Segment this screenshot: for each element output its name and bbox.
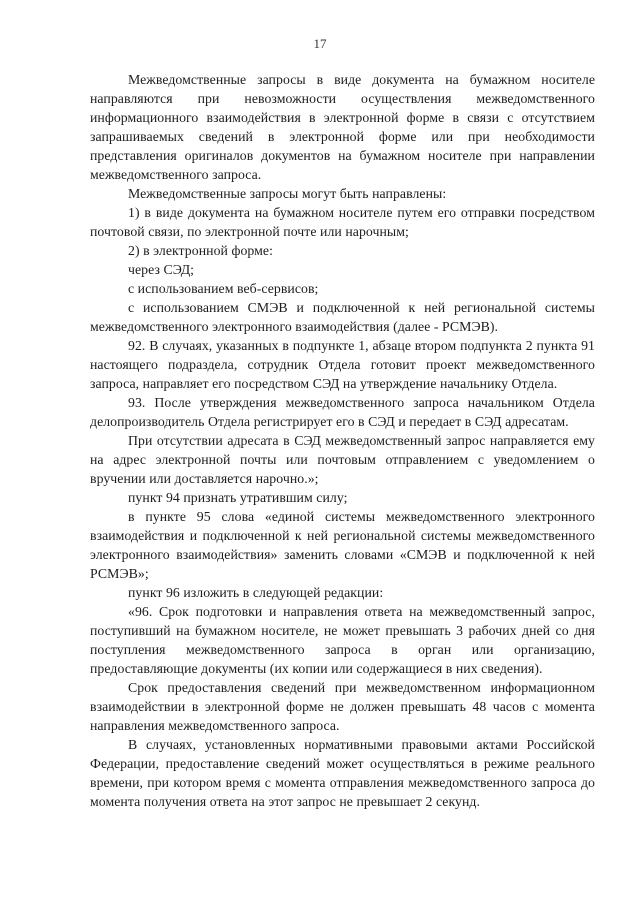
paragraph-method-electronic: 2) в электронной форме: xyxy=(128,243,273,258)
paragraph-electronic-deadline: Срок предоставления сведений при межведомственном информационном взаимодействии в электронной форме не должен превышать 48 часов с момента направления межведомственного запроса. xyxy=(90,680,595,733)
document-body xyxy=(90,70,595,811)
paragraph-item-92: 92. В случаях, указанных в подпункте 1, абзаце втором подпункта 2 пункта 91 настоящего подраздела, сотрудник Отдела готовит проект межведомственного запроса, направляет его посредством СЭД на утверждение начальнику Отдела. xyxy=(90,338,595,391)
paragraph-via-smev: с использованием СМЭВ и подключенной к ней региональной системы межведомственного электронного взаимодействия (далее - РСМЭВ). xyxy=(90,300,595,334)
paragraph-item-95-change: в пункте 95 слова «единой системы межведомственного электронного взаимодействия и подключенной к ней региональной системы межведомственного электронного взаимодействия» заменить словами «СМЭВ и подключенной к ней РСМЭВ»; xyxy=(90,509,595,581)
paragraph-via-sed: через СЭД; xyxy=(128,262,195,277)
paragraph-via-web-services: с использованием веб-сервисов; xyxy=(128,281,319,296)
paragraph-item-96-deadline: «96. Срок подготовки и направления ответа на межведомственный запрос, поступивший на бумажном носителе, не может превышать 3 рабочих дней со дня поступления межведомственного запроса в орган или организацию, предоставляющие документы (их копии или содержащиеся в них сведения). xyxy=(90,604,595,676)
paragraph-no-addressee: При отсутствии адресата в СЭД межведомственный запрос направляется ему на адрес электронной почты или почтовым отправлением с уведомлением о вручении или доставляется нарочно.»; xyxy=(90,433,595,486)
page-number: 17 xyxy=(313,36,327,51)
paragraph-item-94-void: пункт 94 признать утратившим силу; xyxy=(128,490,348,505)
paragraph-method-paper: 1) в виде документа на бумажном носителе путем его отправки посредством почтовой связи, по электронной почте или нарочным; xyxy=(90,205,595,239)
paragraph-paper-requests: Межведомственные запросы в виде документа на бумажном носителе направляются при невозможности осуществления межведомственного информационного взаимодействия в электронной форме в связи с отсутствием запрашиваемых сведений в электронной форме или при необходимости представления оригиналов документов на бумажном носителе при направлении межведомственного запроса. xyxy=(90,72,595,182)
paragraph-item-93: 93. После утверждения межведомственного запроса начальником Отдела делопроизводитель Отдела регистрирует его в СЭД и передает в СЭД адресатам. xyxy=(90,395,595,429)
paragraph-item-96-intro: пункт 96 изложить в следующей редакции: xyxy=(128,585,384,600)
paragraph-request-methods: Межведомственные запросы могут быть направлены: xyxy=(128,186,447,201)
paragraph-real-time: В случаях, установленных нормативными правовыми актами Российской Федерации, предоставление сведений может осуществляться в режиме реального времени, при котором время с момента отправления межведомственного запроса до момента получения ответа на этот запрос не превышает 2 секунд. xyxy=(90,737,595,809)
